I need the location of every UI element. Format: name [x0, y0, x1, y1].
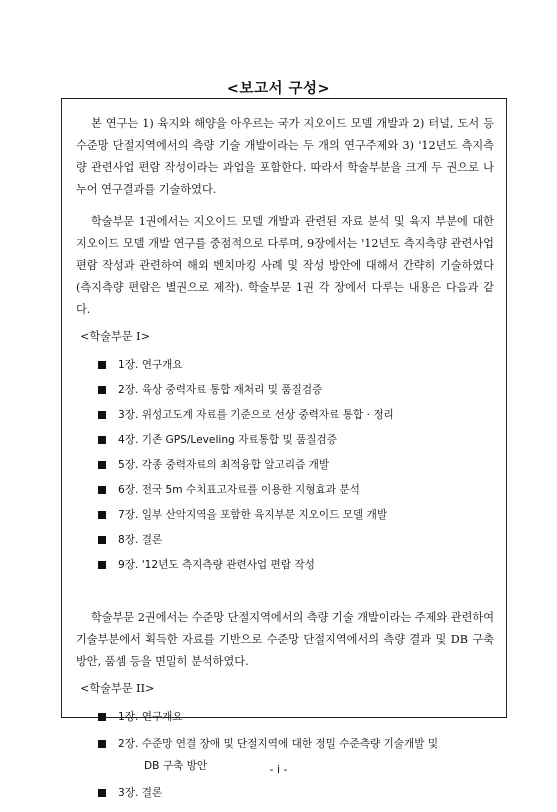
list-item	[98, 357, 494, 373]
square-bullet-icon	[98, 789, 106, 797]
list-item	[98, 557, 494, 573]
report-structure-box	[61, 98, 507, 799]
square-bullet-icon	[98, 486, 106, 494]
chapter-title: 2장. 수준망 연결 장애 및 단절지역에 대한 정밀 수준측량 기술개발 및	[118, 738, 439, 750]
list-item	[98, 407, 494, 423]
square-bullet-icon	[98, 536, 106, 544]
part2-paragraph: 학술부문 2권에서는 수준망 단절지역에서의 측량 기술 개발이라는 주제와 관련하여 기술부분에서 획득한 자료를 기반으로 수준망 단절지역에서의 측량 결과 및 DB 구축 방안, 품셈 등을 면밀히 분석하였다.	[76, 611, 495, 668]
square-bullet-icon	[98, 740, 106, 748]
part2-label: <학술부문 II>	[80, 682, 155, 695]
square-bullet-icon	[98, 361, 106, 369]
square-bullet-icon	[98, 436, 106, 444]
chapter-title-continuation: DB 구축 방안	[144, 760, 208, 772]
list-item	[98, 532, 494, 548]
part1-label: <학술부문 I>	[80, 330, 150, 343]
page-title: <보고서 구성>	[226, 81, 331, 97]
list-item	[98, 507, 494, 523]
square-bullet-icon	[98, 411, 106, 419]
square-bullet-icon	[98, 511, 106, 519]
square-bullet-icon	[98, 461, 106, 469]
chapter-title: 9장. '12년도 측지측량 관련사업 편람 작성	[118, 559, 315, 571]
part1-paragraph: 학술부문 1권에서는 지오이드 모델 개발과 관련된 자료 분석 및 육지 부분에 대한 지오이드 모델 개발 연구를 중점적으로 다루며, 9장에서는 '12년도 측지측량 관련사업 편람 작성과 관련하여 해외 벤치마킹 사례 및 작성 방안에 대해서 간략히 기술하였다(측지측량 편람은 별권으로 제작). 학술부문 1권 각 장에서 다루는 내용은 다음과 같다.	[76, 215, 494, 316]
chapter-title: 3장. 위성고도계 자료를 기준으로 선상 중력자료 통합 · 정리	[118, 409, 394, 421]
part1-chapter-list	[76, 357, 494, 573]
chapter-title: 3장. 결론	[118, 787, 163, 799]
box-content	[76, 113, 494, 812]
chapter-title: 1장. 연구개요	[118, 359, 183, 371]
list-item	[98, 785, 494, 801]
list-item	[98, 482, 494, 498]
list-item	[98, 457, 494, 473]
chapter-title: 4장. 기존 GPS/Leveling 자료통합 및 품질검증	[118, 434, 337, 446]
list-item	[98, 432, 494, 448]
intro-paragraph: 본 연구는 1) 육지와 해양을 아우르는 국가 지오이드 모델 개발과 2) 터널, 도서 등 수준망 단절지역에서의 측량 기술 개발이라는 두 개의 연구주제와 3) '12년도 측지측량 관련사업 편람 작성이라는 과업을 포함한다. 따라서 학술부분을 크게 두 권으로 나누어 연구결과를 기술하였다.	[76, 117, 494, 196]
part2-chapter-list	[76, 709, 494, 801]
chapter-title: 2장. 육상 중력자료 통합 재처리 및 품질검증	[118, 384, 323, 396]
chapter-title: 1장. 연구개요	[118, 711, 183, 723]
chapter-title: 8장. 결론	[118, 534, 163, 546]
chapter-title: 5장. 각종 중력자료의 최적융합 알고리즘 개발	[118, 459, 330, 471]
square-bullet-icon	[98, 561, 106, 569]
list-item	[98, 709, 494, 725]
square-bullet-icon	[98, 713, 106, 721]
chapter-title: 7장. 일부 산악지역을 포함한 육지부분 지오이드 모델 개발	[118, 509, 388, 521]
list-item	[98, 382, 494, 398]
chapter-title: 6장. 전국 5m 수치표고자료를 이용한 지형효과 분석	[118, 484, 360, 496]
page-number: - i -	[269, 763, 288, 776]
square-bullet-icon	[98, 386, 106, 394]
